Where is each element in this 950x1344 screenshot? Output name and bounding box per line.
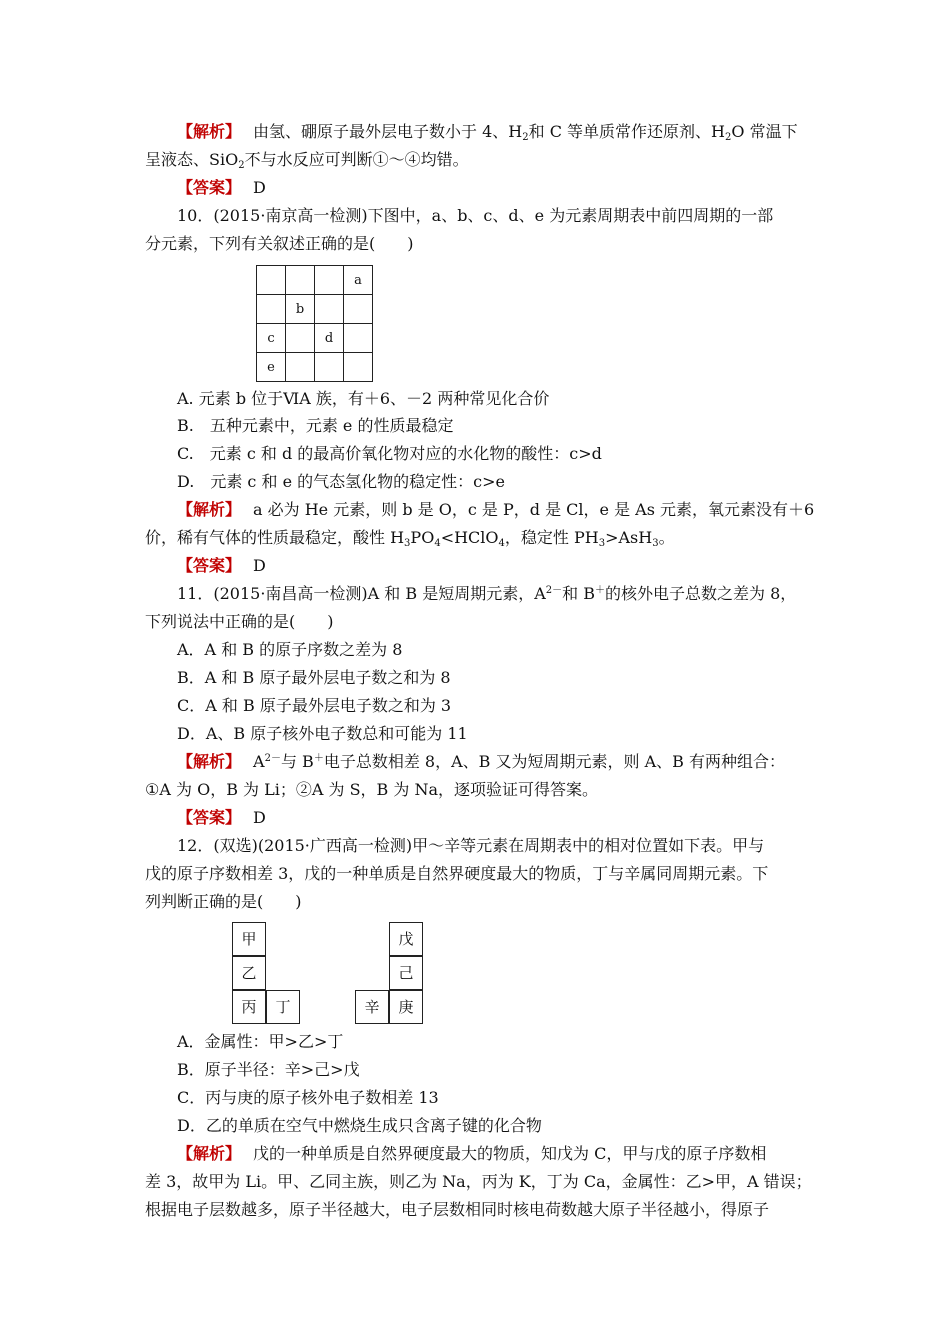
- q11-option-c: C．A 和 B 原子最外层电子数之和为 3: [177, 696, 452, 715]
- q11-option-d: D．A、B 原子核外电子数总和可能为 11: [177, 724, 468, 743]
- q11-analysis-line1: 【解析】 $A^{2-}$与 B＋电子总数相差 8，A、B 又为短周期元素，则 A、B 有两种组合：: [177, 752, 785, 771]
- q12-stem-line3: 列判断正确的是( ): [145, 892, 302, 911]
- q12-stem-line1: 12．(双选)(2015·广西高一检测)甲～辛等元素在周期表中的相对位置如下表。甲与: [177, 836, 765, 855]
- q10-analysis-line2: 价，稀有气体的性质最稳定，酸性 $H_3PO_4<HClO_4$，稳定性 $PH_3>AsH_3$。: [145, 528, 675, 549]
- q12-analysis-line1: 【解析】 戊的一种单质是自然界硬度最大的物质，知戊为 C，甲与戊的原子序数相: [177, 1144, 767, 1163]
- answer-tag: 【答案】: [177, 178, 242, 197]
- q9-analysis-line1: 【解析】 由氢、硼原子最外层电子数小于 4、$H_2$和 C 等单质常作还原剂、$H_2O$ 常温下: [177, 122, 798, 143]
- q12-option-c: C．丙与庚的原子核外电子数相差 13: [177, 1088, 439, 1107]
- q12-option-b: B．原子半径：辛>己>戊: [177, 1060, 360, 1079]
- q12-stem-line2: 戊的原子序数相差 3，戊的一种单质是自然界硬度最大的物质，丁与辛属同周期元素。下: [145, 864, 769, 883]
- q12-analysis-line2: 差 3，故甲为 Li。甲、乙同主族，则乙为 Na，丙为 K，丁为 Ca，金属性：乙>甲，A 错误；: [145, 1172, 812, 1191]
- q10-periodic-grid: a b c d e: [256, 265, 373, 382]
- q9-analysis-line2: 呈液态、SiO$_2$不与水反应可判断①～④均错。: [145, 150, 469, 171]
- cell-geng: 庚: [389, 990, 423, 1024]
- q10-analysis-line1: 【解析】 a 必为 He 元素，则 b 是 O，c 是 P，d 是 Cl，e 是 As 元素，氧元素没有＋6: [177, 500, 815, 519]
- analysis-tag: 【解析】: [177, 1144, 242, 1163]
- q11-option-a: A．A 和 B 的原子序数之差为 8: [177, 640, 403, 659]
- q11-answer: 【答案】 D: [177, 808, 266, 827]
- analysis-tag: 【解析】: [177, 122, 242, 141]
- q11-option-b: B．A 和 B 原子最外层电子数之和为 8: [177, 668, 451, 687]
- cell-wu: 戊: [389, 922, 423, 956]
- analysis-tag: 【解析】: [177, 752, 242, 771]
- q12-analysis-line3: 根据电子层数越多，原子半径越大，电子层数相同时核电荷数越大原子半径越小，得原子: [145, 1200, 770, 1219]
- q10-answer: 【答案】 D: [177, 556, 266, 575]
- q9-answer: 【答案】 D: [177, 178, 266, 197]
- q10-stem-line2: 分元素，下列有关叙述正确的是( ): [145, 234, 414, 253]
- cell-bing: 丙: [232, 990, 266, 1024]
- q11-stem-line1: 11．(2015·南昌高一检测)A 和 B 是短周期元素，$A^{2-}$和 B＋的核外电子总数之差为 8，: [177, 584, 797, 603]
- q10-stem-line1: 10．(2015·南京高一检测)下图中，a、b、c、d、e 为元素周期表中前四周期的一部: [177, 206, 774, 225]
- q10-option-b: B. 五种元素中，元素 e 的性质最稳定: [177, 416, 454, 435]
- cell-yi: 乙: [232, 956, 266, 990]
- q10-option-a: A. 元素 b 位于ⅥA 族，有＋6、－2 两种常见化合价: [177, 389, 550, 408]
- answer-tag: 【答案】: [177, 808, 242, 827]
- cell-xin: 辛: [355, 990, 389, 1024]
- answer-tag: 【答案】: [177, 556, 242, 575]
- q11-stem-line2: 下列说法中正确的是( ): [145, 612, 334, 631]
- cell-jia: 甲: [232, 922, 266, 956]
- q11-analysis-line2: ①A 为 O，B 为 Li；②A 为 S，B 为 Na，逐项验证可得答案。: [145, 780, 599, 799]
- q10-option-c: C. 元素 c 和 d 的最高价氧化物对应的水化物的酸性：c>d: [177, 444, 602, 463]
- q12-option-a: A．金属性：甲>乙>丁: [177, 1032, 344, 1051]
- cell-ji: 己: [389, 956, 423, 990]
- q12-option-d: D．乙的单质在空气中燃烧生成只含离子键的化合物: [177, 1116, 542, 1135]
- analysis-tag: 【解析】: [177, 500, 242, 519]
- q10-option-d: D. 元素 c 和 e 的气态氢化物的稳定性：c>e: [177, 472, 505, 491]
- cell-ding: 丁: [266, 990, 300, 1024]
